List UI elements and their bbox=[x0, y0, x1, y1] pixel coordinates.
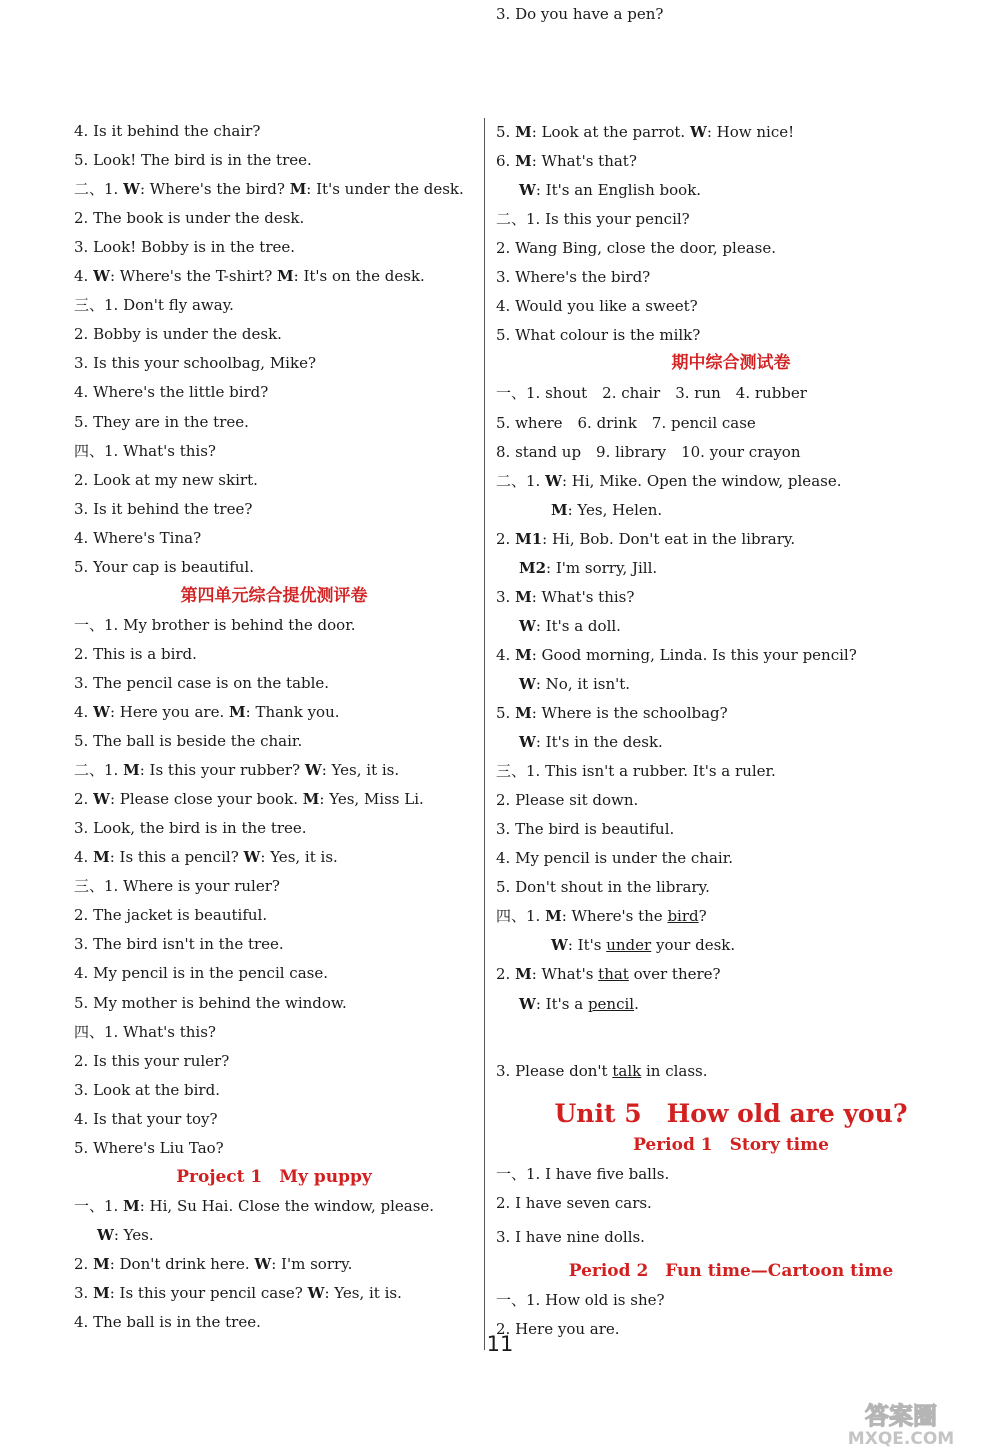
answer-line: 二、1. W: Hi, Mike. Open the window, please. bbox=[496, 471, 842, 490]
answer-line: 2. Wang Bing, close the door, please. bbox=[496, 239, 776, 258]
answer-line: 2. Bobby is under the desk. bbox=[74, 325, 282, 344]
answer-line: 2. This is a bird. bbox=[74, 644, 197, 663]
answer-line: 3. Do you have a pen? bbox=[496, 5, 664, 23]
answer-line: 三、1. Don't fly away. bbox=[74, 296, 234, 315]
answer-line: W: It's under your desk. bbox=[551, 936, 736, 955]
answer-line: 2. Look at my new skirt. bbox=[74, 470, 258, 489]
answer-line: 2. M: What's that over there? bbox=[496, 965, 721, 984]
answer-line: 四、1. What's this? bbox=[74, 441, 216, 460]
answer-line: 3. The bird isn't in the tree. bbox=[74, 935, 284, 954]
answer-line: 5. My mother is behind the window. bbox=[74, 993, 347, 1012]
answer-line: 2. M1: Hi, Bob. Don't eat in the library. bbox=[496, 529, 796, 548]
answer-line: 3. Is this your schoolbag, Mike? bbox=[74, 354, 316, 373]
section-heading: Project 1 My puppy bbox=[176, 1166, 372, 1187]
answer-line: 2. The jacket is beautiful. bbox=[74, 906, 268, 925]
answer-line: 3. Please don't talk in class. bbox=[496, 1062, 708, 1080]
section-heading: Period 1 Story time bbox=[633, 1135, 829, 1155]
answer-line: 一、1. M: Hi, Su Hai. Close the window, please. bbox=[74, 1196, 435, 1215]
answer-line: 3. Look! Bobby is in the tree. bbox=[74, 238, 296, 257]
answer-line: 5. where 6. drink 7. pencil case bbox=[496, 413, 756, 432]
answer-line: 4. W: Here you are. M: Thank you. bbox=[74, 703, 340, 721]
watermark-line1: 答案圈 bbox=[865, 1402, 937, 1430]
answer-line: 2. M: Don't drink here. W: I'm sorry. bbox=[74, 1254, 353, 1273]
answer-line: W: It's an English book. bbox=[519, 181, 702, 200]
answer-line: 5. They are in the tree. bbox=[74, 412, 249, 431]
answer-line: 2. I have seven cars. bbox=[496, 1194, 652, 1213]
answer-line: 4. W: Where's the T-shirt? M: It's on the desk. bbox=[74, 267, 425, 286]
answer-line: 5. Where's Liu Tao? bbox=[74, 1138, 224, 1157]
answer-line: 2. Please sit down. bbox=[496, 791, 639, 810]
answer-line: W: It's a pencil. bbox=[519, 994, 639, 1013]
answer-line: 二、1. M: Is this your rubber? W: Yes, it is. bbox=[74, 761, 400, 780]
answer-line: 2. The book is under the desk. bbox=[74, 209, 305, 228]
answer-line: 四、1. M: Where's the bird? bbox=[496, 907, 707, 926]
answer-line: W: No, it isn't. bbox=[519, 674, 631, 693]
answer-line: 6. M: What's that? bbox=[496, 152, 637, 171]
answer-line: 4. My pencil is in the pencil case. bbox=[74, 964, 328, 983]
answer-line: 5. M: Where is the schoolbag? bbox=[496, 704, 728, 722]
page-number: 11 bbox=[486, 1332, 514, 1356]
answer-line: 四、1. What's this? bbox=[74, 1022, 216, 1041]
column-divider bbox=[484, 118, 485, 1350]
answer-line: 2. W: Please close your book. M: Yes, Miss Li. bbox=[74, 790, 424, 809]
answer-line: 4. Is it behind the chair? bbox=[74, 122, 261, 140]
answer-line: 3. The bird is beautiful. bbox=[496, 820, 675, 839]
answer-line: 三、1. This isn't a rubber. It's a ruler. bbox=[496, 762, 776, 781]
section-heading: Unit 5 How old are you? bbox=[554, 1099, 908, 1128]
answer-line: 三、1. Where is your ruler? bbox=[74, 877, 280, 896]
answer-line: 5. Your cap is beautiful. bbox=[74, 557, 254, 576]
answer-line: W: It's a doll. bbox=[519, 616, 621, 635]
answer-line: 4. M: Is this a pencil? W: Yes, it is. bbox=[74, 848, 338, 867]
watermark-line2: MXQE.COM bbox=[847, 1429, 955, 1448]
answer-line: W: Yes. bbox=[97, 1225, 154, 1244]
answer-line: 3. The pencil case is on the table. bbox=[74, 673, 330, 692]
answer-line: 一、1. How old is she? bbox=[496, 1291, 665, 1310]
answer-line: 8. stand up 9. library 10. your crayon bbox=[496, 442, 801, 461]
answer-line: 3. Where's the bird? bbox=[496, 268, 651, 287]
answer-line: 4. The ball is in the tree. bbox=[74, 1313, 261, 1332]
answer-line: 3. M: What's this? bbox=[496, 587, 635, 606]
answer-line: 一、1. My brother is behind the door. bbox=[74, 615, 356, 634]
watermark-logo bbox=[806, 1400, 996, 1448]
answer-line: M: Yes, Helen. bbox=[551, 500, 663, 519]
answer-line: 5. M: Look at the parrot. W: How nice! bbox=[496, 123, 795, 141]
answer-line: 2. Is this your ruler? bbox=[74, 1051, 230, 1070]
answer-line: 4. M: Good morning, Linda. Is this your pencil? bbox=[496, 645, 857, 664]
answer-line: 3. M: Is this your pencil case? W: Yes, it is. bbox=[74, 1284, 402, 1302]
section-heading: Period 2 Fun time—Cartoon time bbox=[568, 1261, 894, 1281]
answer-line: 5. What colour is the milk? bbox=[496, 326, 701, 345]
answer-line: 3. Look, the bird is in the tree. bbox=[74, 819, 307, 838]
answer-line: 4. My pencil is under the chair. bbox=[496, 849, 734, 868]
answer-line: 5. Look! The bird is in the tree. bbox=[74, 151, 312, 170]
section-heading: 期中综合测试卷 bbox=[671, 353, 791, 373]
answer-line: 3. I have nine dolls. bbox=[496, 1228, 645, 1246]
answer-line: 5. The ball is beside the chair. bbox=[74, 732, 303, 751]
answer-line: 4. Is that your toy? bbox=[74, 1109, 218, 1128]
answer-line: M2: I'm sorry, Jill. bbox=[519, 558, 658, 577]
answer-line: 4. Would you like a sweet? bbox=[496, 297, 698, 316]
answer-line: 4. Where's the little bird? bbox=[74, 383, 269, 402]
answer-line: 2. Here you are. bbox=[496, 1320, 620, 1339]
answer-line: 一、1. I have five balls. bbox=[496, 1165, 670, 1184]
answer-line: 4. Where's Tina? bbox=[74, 528, 202, 547]
answer-line: 3. Look at the bird. bbox=[74, 1080, 220, 1099]
section-heading: 第四单元综合提优测评卷 bbox=[180, 585, 368, 606]
answer-line: W: It's in the desk. bbox=[519, 733, 663, 752]
answer-line: 5. Don't shout in the library. bbox=[496, 878, 710, 897]
answer-line: 二、1. W: Where's the bird? M: It's under the desk. bbox=[74, 180, 464, 199]
answer-line: 3. Is it behind the tree? bbox=[74, 499, 253, 518]
answer-line: 一、1. shout 2. chair 3. run 4. rubber bbox=[496, 384, 807, 403]
answer-line: 二、1. Is this your pencil? bbox=[496, 210, 690, 229]
